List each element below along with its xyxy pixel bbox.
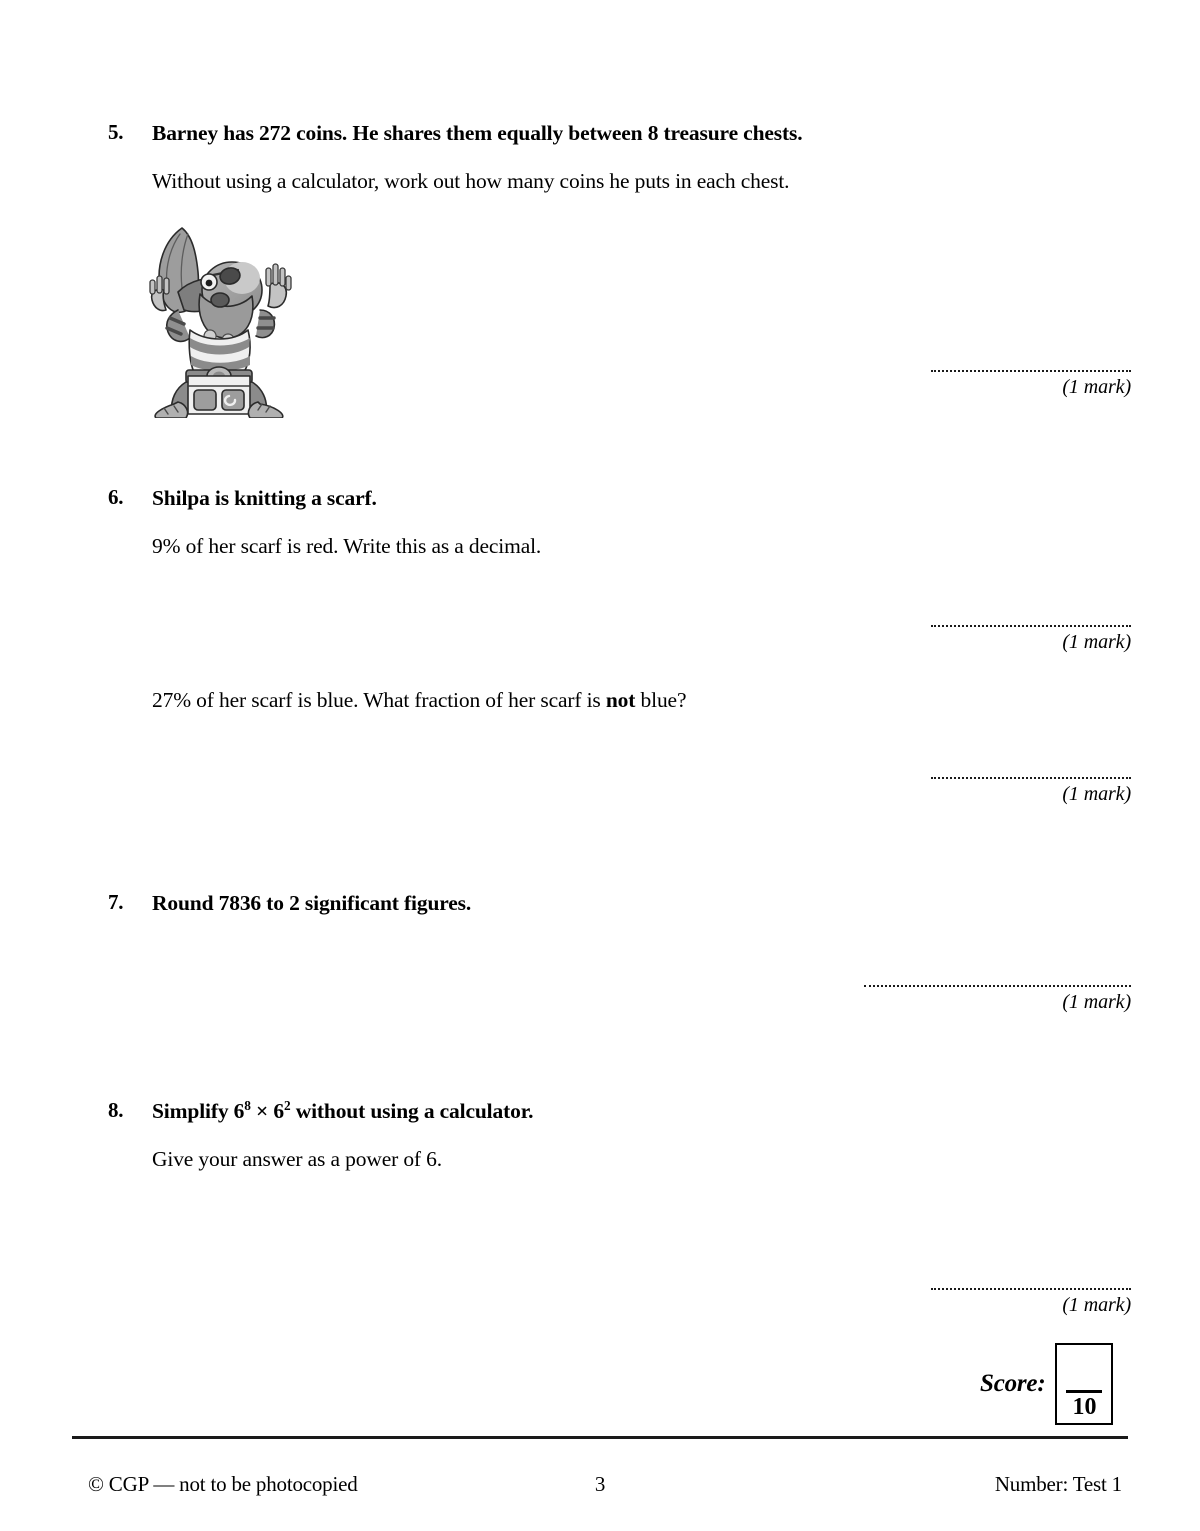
question-5-instruction: Without using a calculator, work out how many coins he puts in each chest.: [152, 169, 790, 193]
score-label: Score:: [980, 1370, 1046, 1397]
question-8-exponent-1: 8: [244, 1097, 251, 1113]
question-7-number: 7.: [108, 890, 124, 914]
mark-label: (1 mark): [1062, 1294, 1131, 1316]
answer-line[interactable]: [931, 625, 1131, 627]
score-denominator: 10: [1072, 1394, 1097, 1420]
page-number: 3: [594, 1472, 606, 1496]
question-6-part-b-pre: 27% of her scarf is blue. What fraction of her scarf is: [152, 688, 606, 712]
answer-line[interactable]: [931, 1288, 1131, 1290]
mark-label: (1 mark): [1062, 376, 1131, 398]
question-6-prompt: Shilpa is knitting a scarf.: [152, 486, 377, 510]
question-8-answer-slot: [931, 1288, 1131, 1317]
question-6-part-b-emphasis: not: [605, 688, 636, 712]
answer-line[interactable]: [931, 370, 1131, 372]
score-fraction-box[interactable]: [1055, 1343, 1113, 1425]
question-5-answer-slot: [931, 370, 1131, 399]
question-7-answer-slot: [864, 985, 1131, 1014]
question-6-part-a: 9% of her scarf is red. Write this as a decimal.: [152, 534, 542, 558]
answer-line[interactable]: [931, 777, 1131, 779]
question-6a-answer-slot: [931, 625, 1131, 654]
question-7-prompt: Round 7836 to 2 significant figures.: [152, 891, 472, 915]
question-6-part-b-post: blue?: [635, 688, 687, 712]
question-8-number: 8.: [108, 1098, 124, 1122]
score-divider: [1066, 1390, 1102, 1393]
answer-line[interactable]: [864, 985, 1131, 987]
question-8-instruction: Give your answer as a power of 6.: [152, 1147, 442, 1171]
footer-test-label: Number: Test 1: [994, 1472, 1122, 1496]
pirate-illustration: [134, 218, 300, 418]
footer-divider: [72, 1436, 1128, 1439]
question-6-part-b: [152, 687, 1052, 714]
question-6-number: 6.: [108, 485, 124, 509]
question-8-prompt-post: without using a calculator.: [290, 1099, 534, 1123]
question-8-exponent-2: 2: [283, 1097, 291, 1113]
footer-copyright: © CGP — not to be photocopied: [88, 1472, 358, 1496]
mark-label: (1 mark): [1062, 783, 1131, 805]
mark-label: (1 mark): [1062, 631, 1131, 653]
question-8-prompt-pre: Simplify 6: [152, 1099, 245, 1123]
question-5-prompt: Barney has 272 coins. He shares them equally between 8 treasure chests.: [152, 121, 803, 145]
pirate-on-treasure-chest-icon: [134, 218, 300, 418]
question-6b-answer-slot: [931, 777, 1131, 806]
score-box: [980, 1343, 1113, 1425]
question-5-number: 5.: [108, 120, 124, 144]
question-8-prompt-mid: × 6: [250, 1099, 284, 1123]
mark-label: (1 mark): [1062, 991, 1131, 1013]
question-8-prompt: [152, 1098, 1052, 1125]
